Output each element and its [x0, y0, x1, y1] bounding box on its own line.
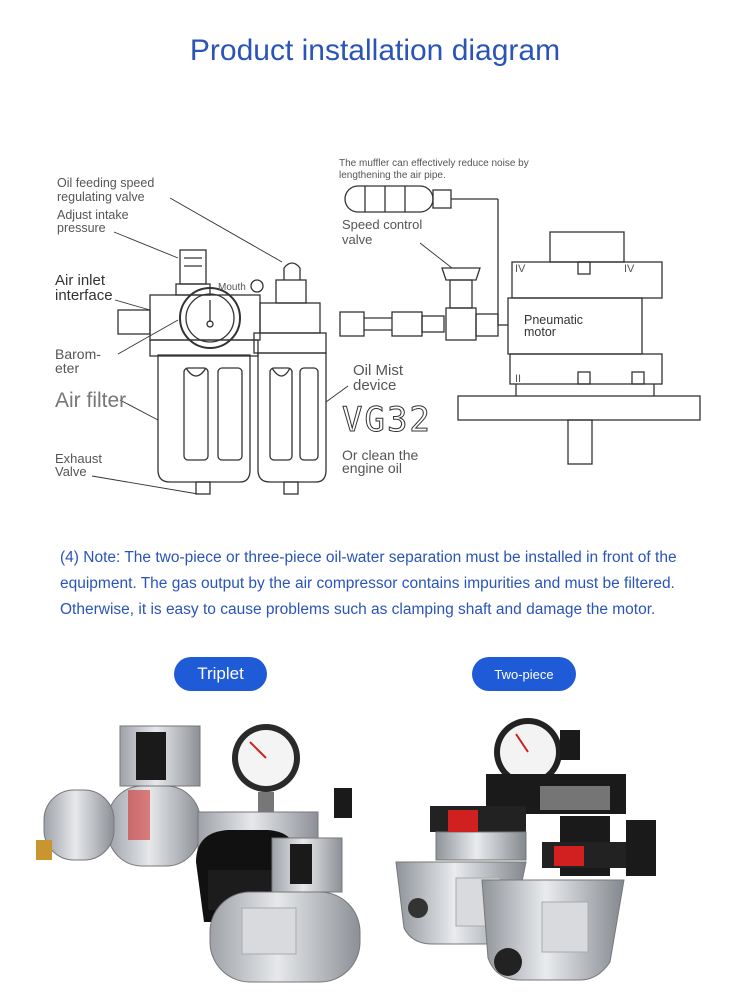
label-roman-ii: II: [515, 373, 522, 385]
label-muffler-note: The muffler can effectively reduce noise by: [339, 158, 529, 169]
label-adjust-intake-2: pressure: [57, 221, 106, 235]
air-filter-bowl: [158, 355, 250, 482]
motor-cap: [550, 232, 624, 262]
label-oil-feeding-2: regulating valve: [57, 190, 145, 204]
label-pneumatic-motor-2: motor: [524, 325, 556, 339]
label-air-inlet: Air inlet: [55, 272, 106, 289]
label-clean-oil-2: engine oil: [342, 460, 402, 476]
label-roman-iv-right: IV: [624, 263, 635, 275]
inlet-fitting: [118, 310, 150, 334]
triplet-pill: Triplet: [174, 657, 267, 691]
speed-control-valve: [442, 268, 480, 280]
triplet-product-photo: [28, 712, 388, 1000]
label-barometer: Barom-: [55, 346, 101, 362]
label-air-inlet-2: interface: [55, 287, 113, 304]
label-clean-oil: Or clean the: [342, 447, 419, 463]
label-speed-control-2: valve: [342, 232, 373, 247]
installation-diagram: [0, 140, 750, 510]
label-exhaust-valve: Exhaust: [55, 451, 102, 466]
label-speed-control: Speed control: [342, 217, 423, 232]
oil-feed-valve: [284, 263, 300, 280]
label-oil-mist-2: device: [353, 377, 397, 394]
label-barometer-2: eter: [55, 360, 80, 376]
muffler: [345, 186, 433, 212]
label-roman-iv-left: IV: [515, 263, 526, 275]
label-oil-feeding: Oil feeding speed: [57, 176, 155, 190]
page-title: Product installation diagram: [189, 34, 561, 67]
label-adjust-intake: Adjust intake: [57, 208, 129, 222]
label-air-filter: Air filter: [55, 389, 127, 412]
label-mouth: Mouth: [218, 282, 246, 293]
label-pneumatic-motor: Pneumatic: [524, 313, 584, 327]
label-vg32: VG32: [342, 400, 432, 440]
motor-base: [458, 396, 700, 420]
two-piece-pill: Two-piece: [472, 657, 576, 691]
label-muffler-note-2: lengthening the air pipe.: [339, 170, 446, 181]
filter-head: [150, 295, 260, 340]
label-oil-mist: Oil Mist: [353, 362, 403, 379]
two-piece-product-photo: [392, 712, 722, 1000]
label-exhaust-valve-2: Valve: [55, 464, 87, 479]
motor-shaft: [568, 420, 592, 464]
installation-note: (4) Note: The two-piece or three-piece oil-water separation must be installed in front of the equipment. The gas output by the air compressor contains impurities and must be filtered. Otherwise, it is easy to cause problems such as clamping shaft and damage the motor.: [60, 549, 677, 618]
adjust-knob: [180, 250, 206, 284]
